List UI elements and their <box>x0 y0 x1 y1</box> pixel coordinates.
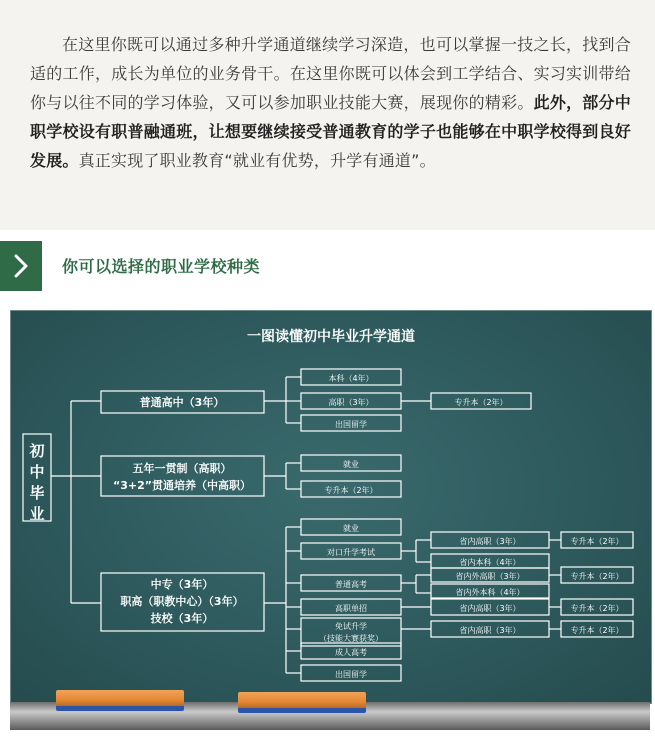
node-exempt-note: （技能大赛获奖） <box>319 634 383 643</box>
root-char-2: 中 <box>29 463 45 481</box>
node-upgrade: 专升本（2年） <box>570 572 624 581</box>
branch-label-voc-1: 中专（3年） <box>150 578 214 591</box>
branch-label-high-school: 普通高中（3年） <box>139 396 225 409</box>
node-upgrade: 专升本（2年） <box>454 398 508 407</box>
branch-label-five-year-2: “3+2”贯通培养（中高职） <box>113 479 251 492</box>
node-study-abroad: 出国留学 <box>335 670 367 679</box>
node-study-abroad: 出国留学 <box>335 420 367 429</box>
node-undergrad: 本科（4年） <box>328 374 374 383</box>
node-higher-voc: 高职（3年） <box>328 398 374 407</box>
node-prov-higher-voc: 省内高职（3年） <box>459 604 521 613</box>
node-upgrade: 专升本（2年） <box>570 626 624 635</box>
node-upgrade: 专升本（2年） <box>324 486 378 495</box>
root-char-4: 业 <box>29 505 45 523</box>
branch-label-voc-2: 职高（职教中心）（3年） <box>120 595 244 608</box>
pathway-diagram <box>11 311 651 703</box>
eraser-right <box>238 692 366 713</box>
section-title: 你可以选择的职业学校种类 <box>62 257 261 276</box>
node-prov-undergrad: 省内本科（4年） <box>459 558 521 567</box>
root-char-3: 毕 <box>29 484 45 502</box>
branch-label-five-year-1: 五年一贯制（高职） <box>132 462 232 475</box>
root-char-1: 初 <box>29 442 45 460</box>
node-out-higher-voc: 省内外高职（3年） <box>455 572 525 581</box>
node-employment: 就业 <box>343 460 359 469</box>
intro-text-3: 真正实现了职业教育“就业有优势，升学有通道”。 <box>78 151 436 170</box>
node-adult-exam: 成人高考 <box>335 648 367 657</box>
node-upgrade: 专升本（2年） <box>570 537 624 546</box>
diagram-title: 一图读懂初中毕业升学通道 <box>247 329 415 345</box>
node-gaokao: 普通高考 <box>335 580 367 589</box>
intro-paragraph <box>30 30 631 175</box>
chalkboard-image <box>10 310 650 735</box>
node-single-recruit: 高职单招 <box>335 604 367 613</box>
intro-panel <box>0 0 655 230</box>
eraser-left <box>56 690 184 711</box>
section-header <box>0 241 655 291</box>
node-exempt: 免试升学 <box>335 622 367 631</box>
node-out-undergrad: 省内外本科（4年） <box>455 588 525 597</box>
intro-text-bold: 此外，部分中职学校设有职普融通班，让想要继续接受普通教育的学子也能够在中职学校得到良好发展。 <box>30 93 631 170</box>
intro-text-1: 在这里你既可以通过多种升学通道继续学习深造，也可以掌握一技之长，找到合适的工作，成长为单位的业务骨干。在这里你既可以体会到工学结合、实习实训带给你与以往不同的学习体验，又可以参加职业技能大赛，展现你的精彩。 <box>30 35 631 112</box>
node-prov-higher-voc: 省内高职（3年） <box>459 537 521 546</box>
node-upgrade: 专升本（2年） <box>570 604 624 613</box>
node-employment: 就业 <box>343 524 359 533</box>
branch-label-voc-3: 技校（3年） <box>150 612 214 625</box>
node-matched-exam: 对口升学考试 <box>327 548 375 557</box>
chevron-right-icon <box>0 241 42 291</box>
node-prov-higher-voc: 省内高职（3年） <box>459 626 521 635</box>
chalkboard <box>10 310 652 704</box>
